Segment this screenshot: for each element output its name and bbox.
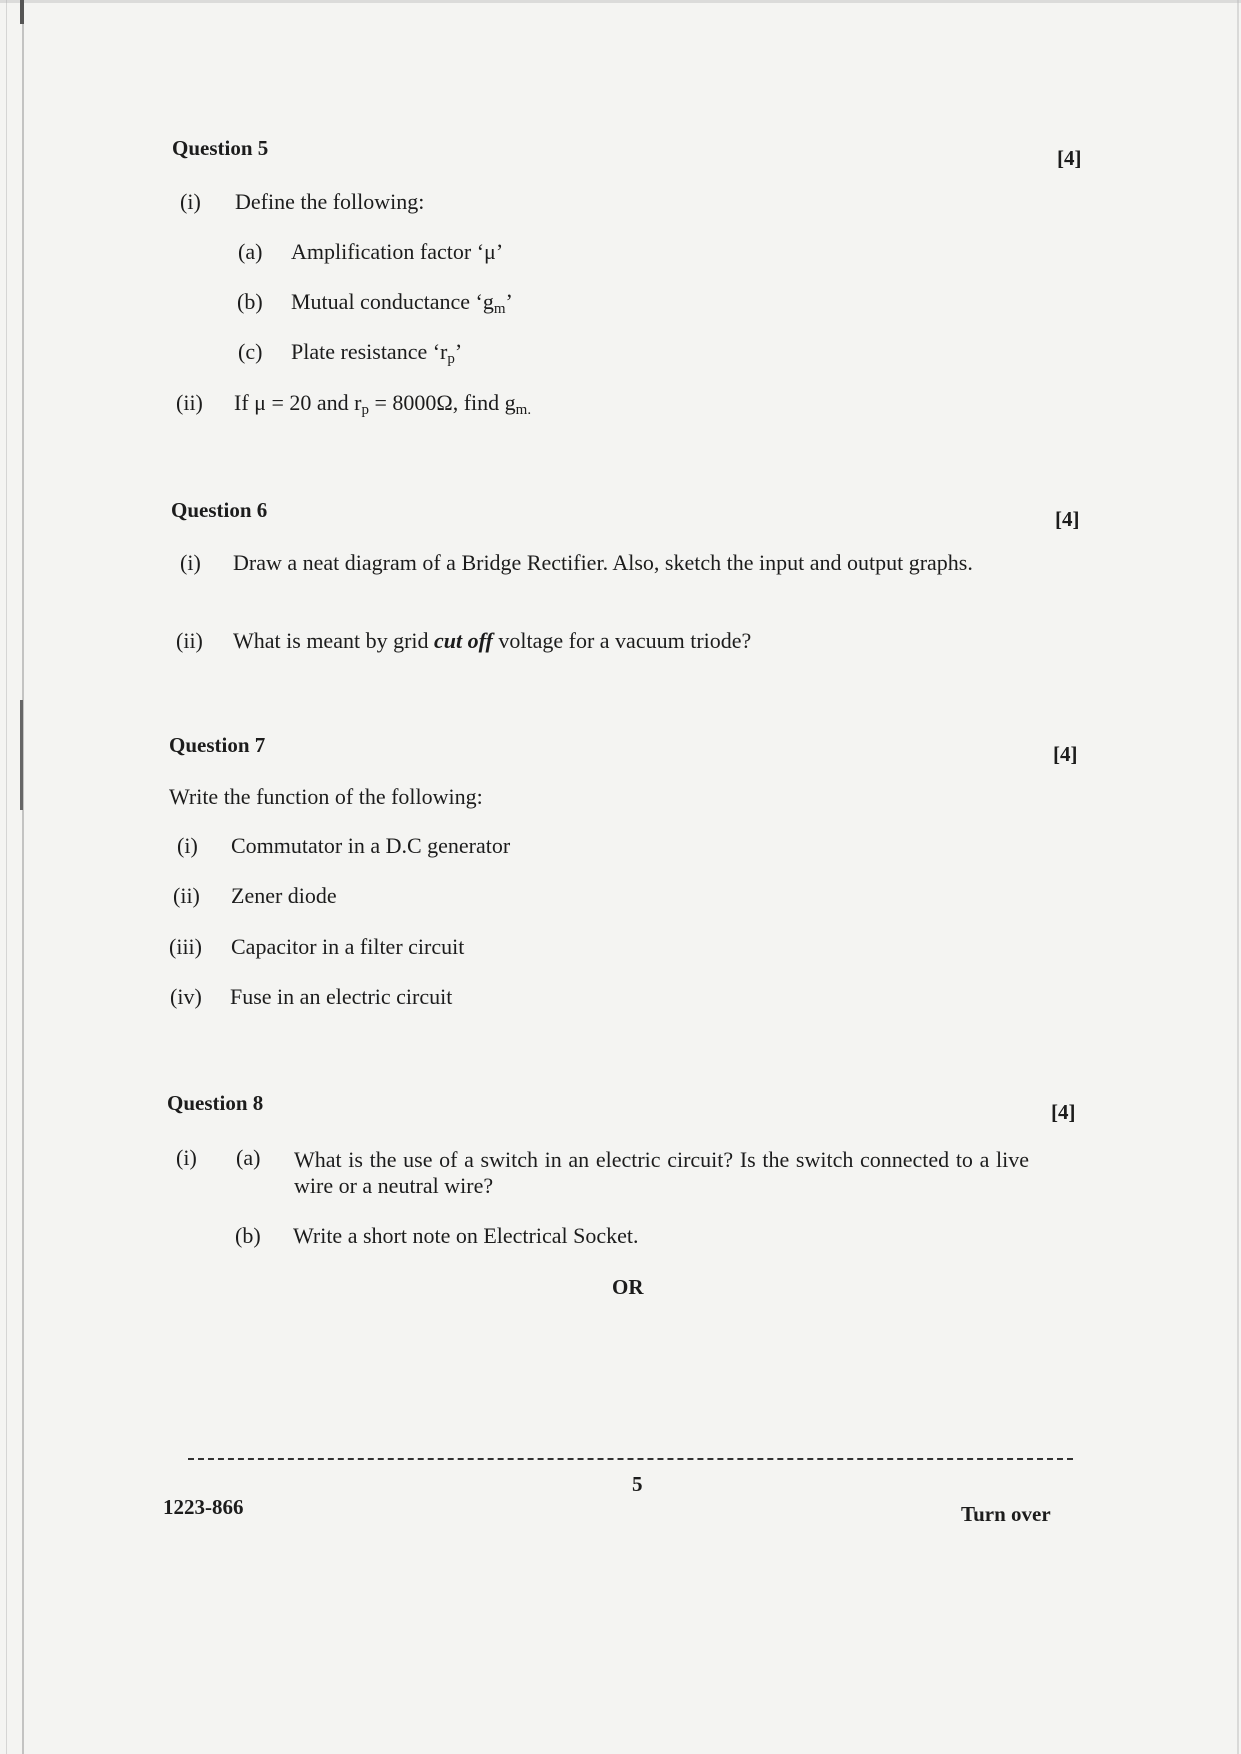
part-label: (ii) (176, 628, 203, 653)
sub-label: (b) (235, 1223, 261, 1248)
sub-text: Amplification factor ‘μ’ (291, 239, 504, 264)
part-label: (ii) (176, 390, 203, 415)
sub-text: Write a short note on Electrical Socket. (293, 1223, 639, 1248)
part-label: (ii) (173, 883, 200, 908)
part-text: Fuse in an electric circuit (230, 984, 453, 1009)
question-intro: Write the function of the following: (169, 784, 483, 809)
page-edge-left-outer (6, 0, 7, 1754)
page-edge-right (1237, 0, 1239, 1754)
sub-text: Mutual conductance ‘$g_m$’ (291, 289, 513, 317)
or-separator: OR (612, 1275, 644, 1299)
sub-label: (a) (236, 1145, 261, 1170)
question-title: Question 7 (169, 733, 266, 757)
page-edge-top (0, 0, 1241, 3)
footer-divider (188, 1458, 1073, 1460)
question-marks: [4] (1055, 507, 1080, 531)
part-text: If μ = 20 and $r_p = 8000\Omega$, find $g_{m.}$ (234, 390, 532, 418)
scan-mark (20, 0, 24, 24)
part-label: (i) (176, 1145, 197, 1170)
part-text: Draw a neat diagram of a Bridge Rectifier. Also, sketch the input and output graphs. (233, 550, 973, 575)
part-label: (iii) (169, 934, 202, 959)
question-marks: [4] (1057, 146, 1082, 170)
part-label: (i) (180, 550, 201, 575)
sub-text: What is the use of a switch in an electric circuit? Is the switch connected to a live wire or a neutral wire? (294, 1147, 1029, 1198)
emphasis: cut off (434, 628, 493, 653)
part-text: Commutator in a D.C generator (231, 833, 511, 858)
part-label: (i) (177, 833, 198, 858)
part-label: (i) (180, 189, 201, 214)
part-text: Define the following: (235, 189, 425, 214)
question-marks: [4] (1053, 742, 1078, 766)
page-number: 5 (632, 1472, 643, 1496)
question-title: Question 6 (171, 498, 268, 522)
scan-mark (20, 700, 23, 810)
turn-over: Turn over (961, 1502, 1051, 1526)
part-text: Capacitor in a filter circuit (231, 934, 465, 959)
question-title: Question 5 (172, 136, 269, 160)
sub-text: Plate resistance ‘$r_p$’ (291, 339, 463, 367)
question-title: Question 8 (167, 1091, 264, 1115)
sub-label: (c) (238, 339, 263, 364)
sub-label: (b) (237, 289, 263, 314)
part-label: (iv) (170, 984, 202, 1009)
part-text: Zener diode (231, 883, 337, 908)
question-marks: [4] (1051, 1100, 1076, 1124)
page-edge-left (22, 0, 24, 1754)
sub-label: (a) (238, 239, 263, 264)
part-text: What is meant by grid cut off voltage for a vacuum triode? (233, 628, 752, 653)
paper-code: 1223-866 (163, 1495, 244, 1519)
